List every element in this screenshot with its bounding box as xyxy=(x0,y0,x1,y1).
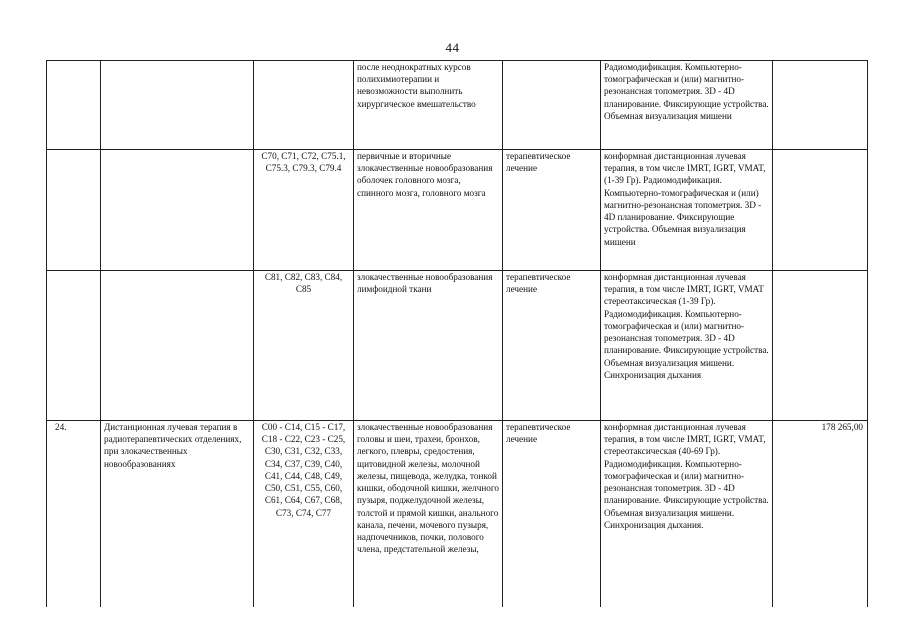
service-name-cell xyxy=(101,271,254,421)
icd-codes-cell: C00 - C14, C15 - C17, C18 - C22, C23 - C25, C30, C31, C32, C33, C34, C37, C39, C40, C41, C44, C48, C49, C50, C51, C55, C60, C61, C64, C67, C68, C73, C74, C77 xyxy=(254,421,354,608)
row-number-cell xyxy=(47,150,101,271)
price-cell xyxy=(773,150,868,271)
treatment-type-cell: терапевтическое лечение xyxy=(503,271,601,421)
treatment-type-cell: терапевтическое лечение xyxy=(503,421,601,608)
icd-codes-cell: C81, C82, C83, C84, C85 xyxy=(254,271,354,421)
row-number-cell xyxy=(47,61,101,150)
icd-codes-cell xyxy=(254,61,354,150)
treatment-type-cell xyxy=(503,61,601,150)
diagnosis-cell: после неоднократных курсов полихимиотерапии и невозможности выполнить хирургическое вмешательство xyxy=(354,61,503,150)
treatment-table xyxy=(46,60,868,607)
service-name-cell xyxy=(101,150,254,271)
diagnosis-cell: злокачественные новообразования лимфоидной ткани xyxy=(354,271,503,421)
page-number: 44 xyxy=(445,40,460,55)
table-row xyxy=(47,61,868,150)
table-row xyxy=(47,150,868,271)
table-row xyxy=(47,421,868,608)
table-row xyxy=(47,271,868,421)
diagnosis-cell: первичные и вторичные злокачественные новообразования оболочек головного мозга, спинного мозга, головного мозга xyxy=(354,150,503,271)
treatment-type-cell: терапевтическое лечение xyxy=(503,150,601,271)
treatment-method-cell: конформная дистанционная лучевая терапия, в том числе IMRT, IGRT, VMAT, стереотаксическая (40-69 Гр). Радиомодификация. Компьютерно-томографическая и (или) магнитно-резонансная топометрия. 3D - 4D планирование. Фиксирующие устройства. Объемная визуализация мишени. Синхронизация дыхания. xyxy=(601,421,773,608)
price-cell xyxy=(773,61,868,150)
price-cell: 178 265,00 xyxy=(773,421,868,608)
icd-codes-cell: C70, C71, C72, C75.1, C75.3, C79.3, C79.4 xyxy=(254,150,354,271)
service-name-cell: Дистанционная лучевая терапия в радиотерапевтических отделениях, при злокачественных новообразованиях xyxy=(101,421,254,608)
treatment-method-cell: конформная дистанционная лучевая терапия, в том числе IMRT, IGRT, VMAT, (1-39 Гр). Радиомодификация. Компьютерно-томографическая и (или) магнитно-резонансная топометрия. 3D - 4D планирование. Фиксирующие устройства. Объемная визуализация мишени xyxy=(601,150,773,271)
treatment-method-cell: конформная дистанционная лучевая терапия, в том числе IMRT, IGRT, VMAT стереотаксическая (1-39 Гр). Радиомодификация. Компьютерно-томографическая и (или) магнитно-резонансная топометрия. 3D - 4D планирование. Фиксирующие устройства. Объемная визуализация мишени. Синхронизация дыхания xyxy=(601,271,773,421)
row-number-cell: 24. xyxy=(47,421,101,608)
service-name-cell xyxy=(101,61,254,150)
price-cell xyxy=(773,271,868,421)
row-number-cell xyxy=(47,271,101,421)
diagnosis-cell: злокачественные новообразования головы и шеи, трахеи, бронхов, легкого, плевры, средостения, щитовидной железы, молочной железы, пищевода, желудка, тонкой кишки, ободочной кишки, желчного пузыря, поджелудочной железы, толстой и прямой кишки, анального канала, печени, мочевого пузыря, надпочечников, почки, полового члена, предстательной железы, xyxy=(354,421,503,608)
treatment-method-cell: Радиомодификация. Компьютерно-томографическая и (или) магнитно-резонансная топометрия. 3D - 4D планирование. Фиксирующие устройства. Объемная визуализация мишени xyxy=(601,61,773,150)
